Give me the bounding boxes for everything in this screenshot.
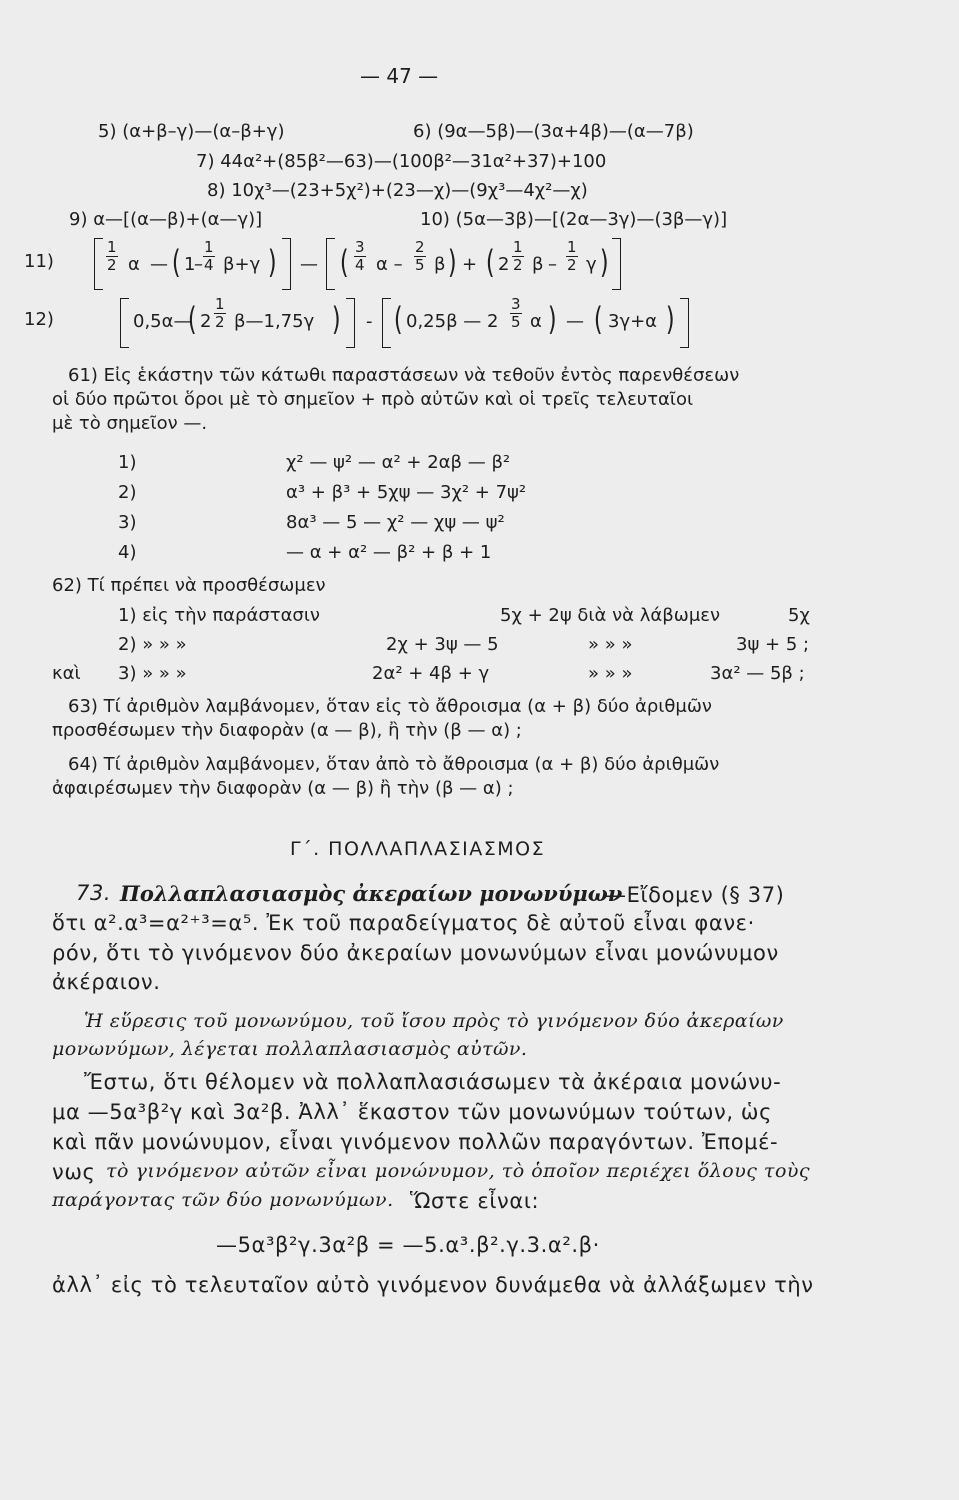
math-operator: + [462, 254, 478, 275]
left-square-bracket [326, 238, 335, 290]
math-term: 3γ+α [608, 311, 658, 332]
left-paren: ( [171, 243, 181, 281]
math-term: α [530, 311, 542, 332]
exercise-10: 10) (5α—3β)—[(2α—3γ)—(3β—γ)] [420, 209, 728, 230]
exercise-62-row-3-label: 3) » » » [118, 663, 187, 684]
exercise-63-line-1: 63) Τί ἀριθμὸν λαμβάνομεν, ὅταν εἰς τὸ ἄθροισμα (α + β) δύο ἀριθμῶν [68, 696, 712, 717]
fraction: $\frac{3}{4}$ [355, 238, 365, 274]
expression: α³ + β³ + 5χψ — 3χ² + 7ψ² [286, 482, 527, 503]
exercise-62-row-1-expr: 5χ + 2ψ διὰ νὰ λάβωμεν [500, 605, 721, 626]
math-term: 0,5α— [133, 311, 192, 332]
fraction: $\frac{1}{2}$ [107, 238, 117, 274]
paragraph-title: Πολλαπλασιασμὸς ἀκεραίων μονωνύμων [120, 881, 623, 906]
definition-line-2: μονωνύμων, λέγεται πολλαπλασιασμὸς αὐτῶν. [52, 1038, 528, 1060]
math-term: β [532, 254, 544, 275]
right-paren: ) [447, 243, 457, 281]
exercise-64-line-2: ἀφαιρέσωμεν τὴν διαφορὰν (α — β) ἢ τὴν (β — α) ; [52, 778, 514, 799]
math-term: β [434, 254, 446, 275]
right-square-bracket [612, 238, 621, 290]
expression-number: 4) [118, 542, 137, 563]
exercise-61-line-3: μὲ τὸ σημεῖον —. [52, 413, 208, 434]
right-paren: ) [331, 300, 341, 338]
math-term: 2 [498, 254, 510, 275]
exercise-64-line-1: 64) Τί ἀριθμὸν λαμβάνομεν, ὅταν ἀπὸ τὸ ἄθροισμα (α + β) δύο ἀριθμῶν [68, 754, 720, 775]
left-paren: ( [485, 243, 495, 281]
paragraph-number: 73. [76, 881, 112, 905]
math-term: α [128, 254, 140, 275]
math-operator: — [300, 254, 318, 275]
exercise-6: 6) (9α—5β)—(3α+4β)—(α—7β) [413, 121, 694, 142]
right-paren: ) [267, 243, 277, 281]
exercise-12-number: 12) [24, 309, 54, 330]
expression: — α + α² — β² + β + 1 [286, 542, 492, 563]
paragraph-line: ἀλλ᾽ εἰς τὸ τελευταῖον αὐτὸ γινόμενον δυνάμεθα νὰ ἀλλάξωμεν τὴν [52, 1273, 814, 1297]
left-square-bracket [382, 298, 391, 348]
left-paren: ( [593, 300, 603, 338]
math-term: γ [586, 254, 597, 275]
exercise-62-row-3-expr: 2α² + 4β + γ [372, 663, 490, 684]
math-term: 0,25β — 2 [406, 311, 499, 332]
exercise-62-row-1-target: 5χ [788, 605, 810, 626]
exercise-9: 9) α—[(α—β)+(α—γ)] [69, 209, 263, 230]
exercise-61-line-2: οἱ δύο πρῶτοι ὅροι μὲ τὸ σημεῖον + πρὸ αὐτῶν καὶ οἱ τρεῖς τελευταῖοι [52, 389, 694, 410]
fraction: $\frac{1}{4}$ [204, 238, 214, 274]
math-term: 2 [200, 311, 212, 332]
paragraph-title-continuation: —Εἴδομεν (§ 37) [605, 883, 785, 907]
equation: —5α³β²γ.3α²β = —5.α³.β².γ.3.α².β· [216, 1233, 600, 1257]
math-term: α – [376, 254, 403, 275]
definition-line-1: Ἡ εὕρεσις τοῦ μονωνύμου, τοῦ ἴσου πρὸς τὸ γινόμενον δύο ἀκεραίων [84, 1010, 784, 1032]
exercise-61-line-1: 61) Εἰς ἑκάστην τῶν κάτωθι παραστάσεων νὰ τεθοῦν ἐντὸς παρενθέσεων [68, 365, 740, 386]
exercise-62-row-3-ditto: » » » [588, 663, 633, 684]
math-operator: — [150, 254, 168, 275]
section-heading: Γ΄. ΠΟΛΛΑΠΛΑΣΙΑΣΜΟΣ [290, 838, 546, 860]
right-paren: ) [547, 300, 557, 338]
exercise-62-row-2-ditto: » » » [588, 634, 633, 655]
exercise-62-row-3-target: 3α² — 5β ; [710, 663, 805, 684]
fraction: $\frac{2}{5}$ [415, 238, 425, 274]
exercise-62-row-3-prefix: καὶ [52, 663, 81, 684]
math-term: β—1,75γ [234, 311, 315, 332]
fraction: $\frac{1}{2}$ [513, 238, 523, 274]
exercise-62-title: 62) Τί πρέπει νὰ προσθέσωμεν [52, 575, 326, 596]
paragraph-line: ὅτι α².α³=α²⁺³=α⁵. Ἐκ τοῦ παραδείγματος δὲ αὐτοῦ εἶναι φανε· [52, 911, 755, 935]
right-square-bracket [680, 298, 689, 348]
paragraph-line-italic: τὸ γινόμενον αὐτῶν εἶναι μονώνυμον, τὸ ὁποῖον περιέχει ὅλους τοὺς [106, 1160, 811, 1182]
paragraph-line: καὶ πᾶν μονώνυμον, εἶναι γινόμενον πολλῶν παραγόντων. Ἐπομέ- [52, 1130, 779, 1154]
math-operator: — [566, 311, 584, 332]
right-square-bracket [346, 298, 355, 348]
exercise-7: 7) 44α²+(85β²—63)—(100β²—31α²+37)+100 [196, 151, 607, 172]
paragraph-line: ἀκέραιον. [52, 970, 161, 994]
right-paren: ) [599, 243, 609, 281]
left-square-bracket [94, 238, 103, 290]
math-operator: – [548, 254, 557, 275]
expression: χ² — ψ² — α² + 2αβ — β² [286, 452, 511, 473]
paragraph-line: μα —5α³β²γ καὶ 3α²β. Ἀλλ᾽ ἕκαστον τῶν μονωνύμων τούτων, ὡς [52, 1100, 773, 1124]
left-paren: ( [187, 300, 197, 338]
exercise-8: 8) 10χ³—(23+5χ²)+(23—χ)—(9χ³—4χ²—χ) [207, 180, 588, 201]
fraction: $\frac{1}{2}$ [567, 238, 577, 274]
exercise-62-row-2-target: 3ψ + 5 ; [736, 634, 810, 655]
expression: 8α³ — 5 — χ² — χψ — ψ² [286, 512, 505, 533]
expression-number: 2) [118, 482, 137, 503]
exercise-62-row-2-label: 2) » » » [118, 634, 187, 655]
paragraph-line-italic: παράγοντας τῶν δύο μονωνύμων. [52, 1189, 394, 1211]
math-operator: - [366, 311, 373, 332]
exercise-62-row-1-label: 1) εἰς τὴν παράστασιν [118, 605, 320, 626]
right-square-bracket [282, 238, 291, 290]
expression-number: 3) [118, 512, 137, 533]
paragraph-line: νως [52, 1160, 96, 1184]
expression-number: 1) [118, 452, 137, 473]
right-paren: ) [665, 300, 675, 338]
paragraph-line: Ἔστω, ὅτι θέλομεν νὰ πολλαπλασιάσωμεν τὰ ἀκέραια μονώνυ- [84, 1070, 782, 1094]
fraction: $\frac{3}{5}$ [511, 295, 521, 331]
math-term: β+γ [223, 254, 261, 275]
fraction: $\frac{1}{2}$ [215, 295, 225, 331]
page-number: — 47 — [360, 64, 439, 88]
left-paren: ( [339, 243, 349, 281]
exercise-5: 5) (α+β–γ)—(α–β+γ) [98, 121, 285, 142]
exercise-11-number: 11) [24, 251, 54, 272]
left-paren: ( [393, 300, 403, 338]
left-square-bracket [120, 298, 129, 348]
paragraph-line: ρόν, ὅτι τὸ γινόμενον δύο ἀκεραίων μονωνύμων εἶναι μονώνυμον [52, 941, 779, 965]
paragraph-line: Ὥστε εἶναι: [410, 1189, 540, 1213]
exercise-63-line-2: προσθέσωμεν τὴν διαφορὰν (α — β), ἢ τὴν (β — α) ; [52, 720, 522, 741]
math-operator: – [194, 254, 203, 275]
math-term: 1 [184, 254, 196, 275]
exercise-62-row-2-expr: 2χ + 3ψ — 5 [386, 634, 499, 655]
